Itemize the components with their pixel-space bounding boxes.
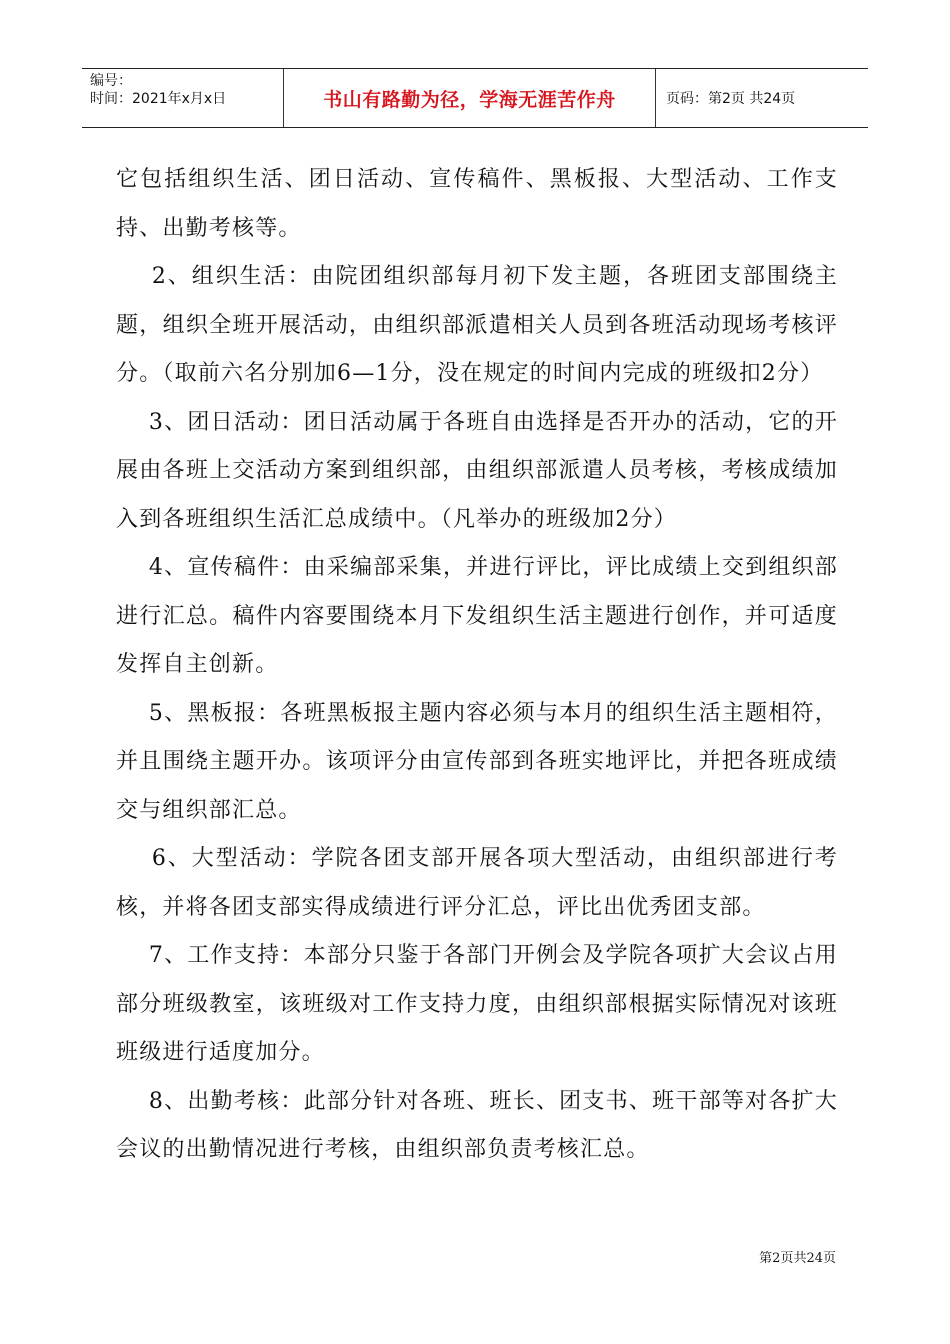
header-page-number: 页码：第2页 共24页: [666, 91, 796, 107]
header-meta: [82, 69, 284, 127]
paragraph-7: 7、工作支持：本部分只鉴于各部门开例会及学院各项扩大会议占用部分班级教室，该班级对工作支持力度，由组织部根据实际情况对该班班级进行适度加分。: [116, 943, 838, 1065]
paragraph-1: 它包括组织生活、团日活动、宣传稿件、黑板报、大型活动、工作支持、出勤考核等。: [116, 167, 838, 241]
document-time-label: 时间：2021年x月x日: [90, 91, 227, 107]
paragraph-4: 4、宣传稿件：由采编部采集，并进行评比，评比成绩上交到组织部进行汇总。稿件内容要围绕本月下发组织生活主题进行创作，并可适度发挥自主创新。: [116, 555, 838, 677]
page-header: [82, 68, 868, 128]
paragraph-2: 2、组织生活：由院团组织部每月初下发主题，各班团支部围绕主题，组织全班开展活动，由组织部派遣相关人员到各班活动现场考核评分。（取前六名分别加6—1分，没在规定的时间内完成的班级扣2分）: [116, 264, 838, 386]
paragraph-8: 8、出勤考核：此部分针对各班、班长、团支书、班干部等对各扩大会议的出勤情况进行考核，由组织部负责考核汇总。: [116, 1088, 838, 1162]
paragraph-6: 6、大型活动：学院各团支部开展各项大型活动，由组织部进行考核，并将各团支部实得成绩进行评分汇总，评比出优秀团支部。: [116, 846, 838, 920]
paragraph-5: 5、黑板报：各班黑板报主题内容必须与本月的组织生活主题相符，并且围绕主题开办。该项评分由宣传部到各班实地评比，并把各班成绩交与组织部汇总。: [116, 700, 838, 823]
header-motto: 书山有路勤为径，学海无涯苦作舟: [284, 69, 656, 127]
document-body: [116, 156, 838, 1175]
page-footer: 第2页共24页: [759, 1251, 836, 1266]
document-number-label: 编号：: [90, 73, 132, 89]
paragraph-3: 3、团日活动：团日活动属于各班自由选择是否开办的活动，它的开展由各班上交活动方案到组织部，由组织部派遣人员考核，考核成绩加入到各班组织生活汇总成绩中。（凡举办的班级加2分）: [116, 409, 838, 532]
